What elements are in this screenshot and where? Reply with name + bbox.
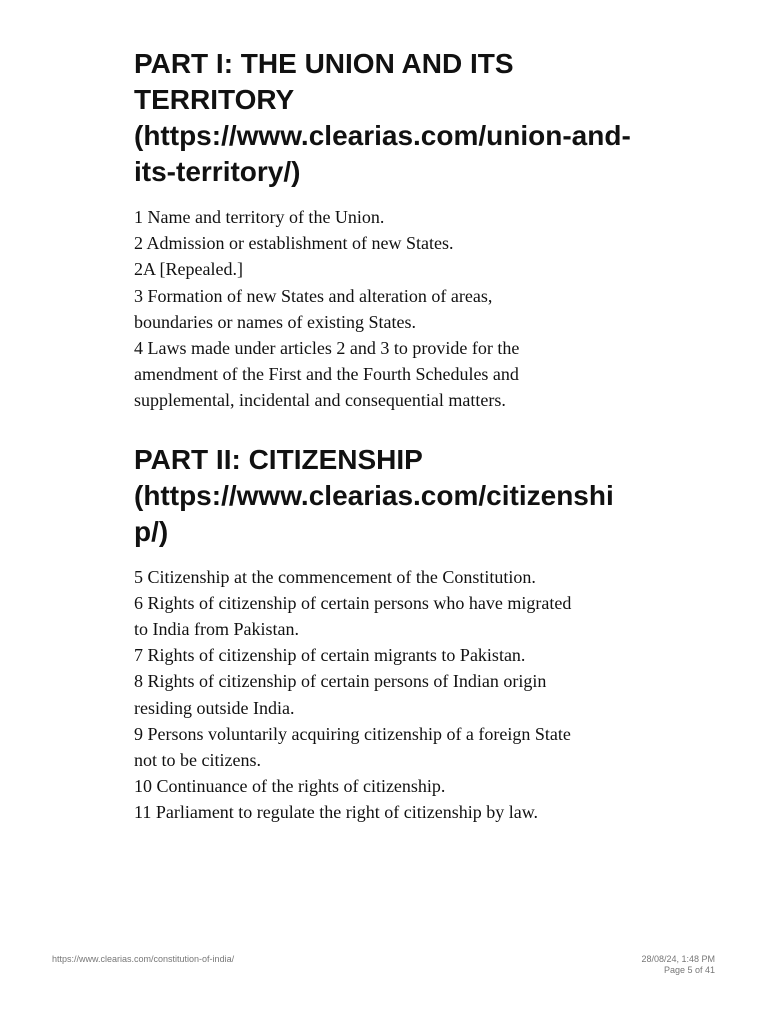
article-line: 8 Rights of citizenship of certain persons of Indian origin (134, 671, 547, 692)
footer-datetime: 28/08/24, 1:48 PM (641, 954, 715, 964)
article-line: 6 Rights of citizenship of certain persons who have migrated (134, 592, 572, 613)
footer-url[interactable]: https://www.clearias.com/constitution-of-india/ (52, 954, 235, 964)
part-2-heading-link[interactable]: (https://www.clearias.com/citizenship/) (134, 479, 614, 547)
article-line: 7 Rights of citizenship of certain migrants to Pakistan. (134, 645, 526, 666)
article-line: boundaries or names of existing States. (134, 311, 416, 332)
part-1-heading[interactable] (134, 46, 634, 190)
part-1-heading-link[interactable]: (https://www.clearias.com/union-and-its-territory/) (134, 120, 631, 187)
article-line: amendment of the First and the Fourth Schedules and (134, 364, 519, 385)
article-line: to India from Pakistan. (134, 619, 299, 640)
part-2-heading[interactable] (134, 442, 634, 550)
article-line: 5 Citizenship at the commencement of the Constitution. (134, 566, 536, 587)
part-2-section (134, 442, 634, 826)
article-line: 9 Persons voluntarily acquiring citizenship of a foreign State (134, 723, 571, 744)
article-line: 10 Continuance of the rights of citizenship. (134, 776, 446, 797)
footer-meta (641, 954, 715, 976)
article-line: 3 Formation of new States and alteration of areas, (134, 285, 493, 306)
article-line: supplemental, incidental and consequential matters. (134, 390, 506, 411)
article-line: not to be citizens. (134, 750, 261, 771)
article-line: 1 Name and territory of the Union. (134, 207, 385, 227)
article-line: 2A [Repealed.] (134, 259, 243, 280)
article-line: 2 Admission or establishment of new States. (134, 233, 454, 254)
article-line: residing outside India. (134, 697, 295, 718)
part-1-heading-line1: PART I: THE UNION AND ITS (134, 48, 514, 79)
part-1-section (134, 46, 634, 414)
page-content (134, 46, 634, 826)
article-line: 4 Laws made under articles 2 and 3 to provide for the (134, 338, 520, 359)
part-2-heading-line1: PART II: CITIZENSHIP (134, 443, 423, 475)
footer-page-number: Page 5 of 41 (663, 965, 715, 975)
part-1-heading-line2: TERRITORY (134, 84, 295, 115)
article-line: 11 Parliament to regulate the right of citizenship by law. (134, 802, 539, 823)
